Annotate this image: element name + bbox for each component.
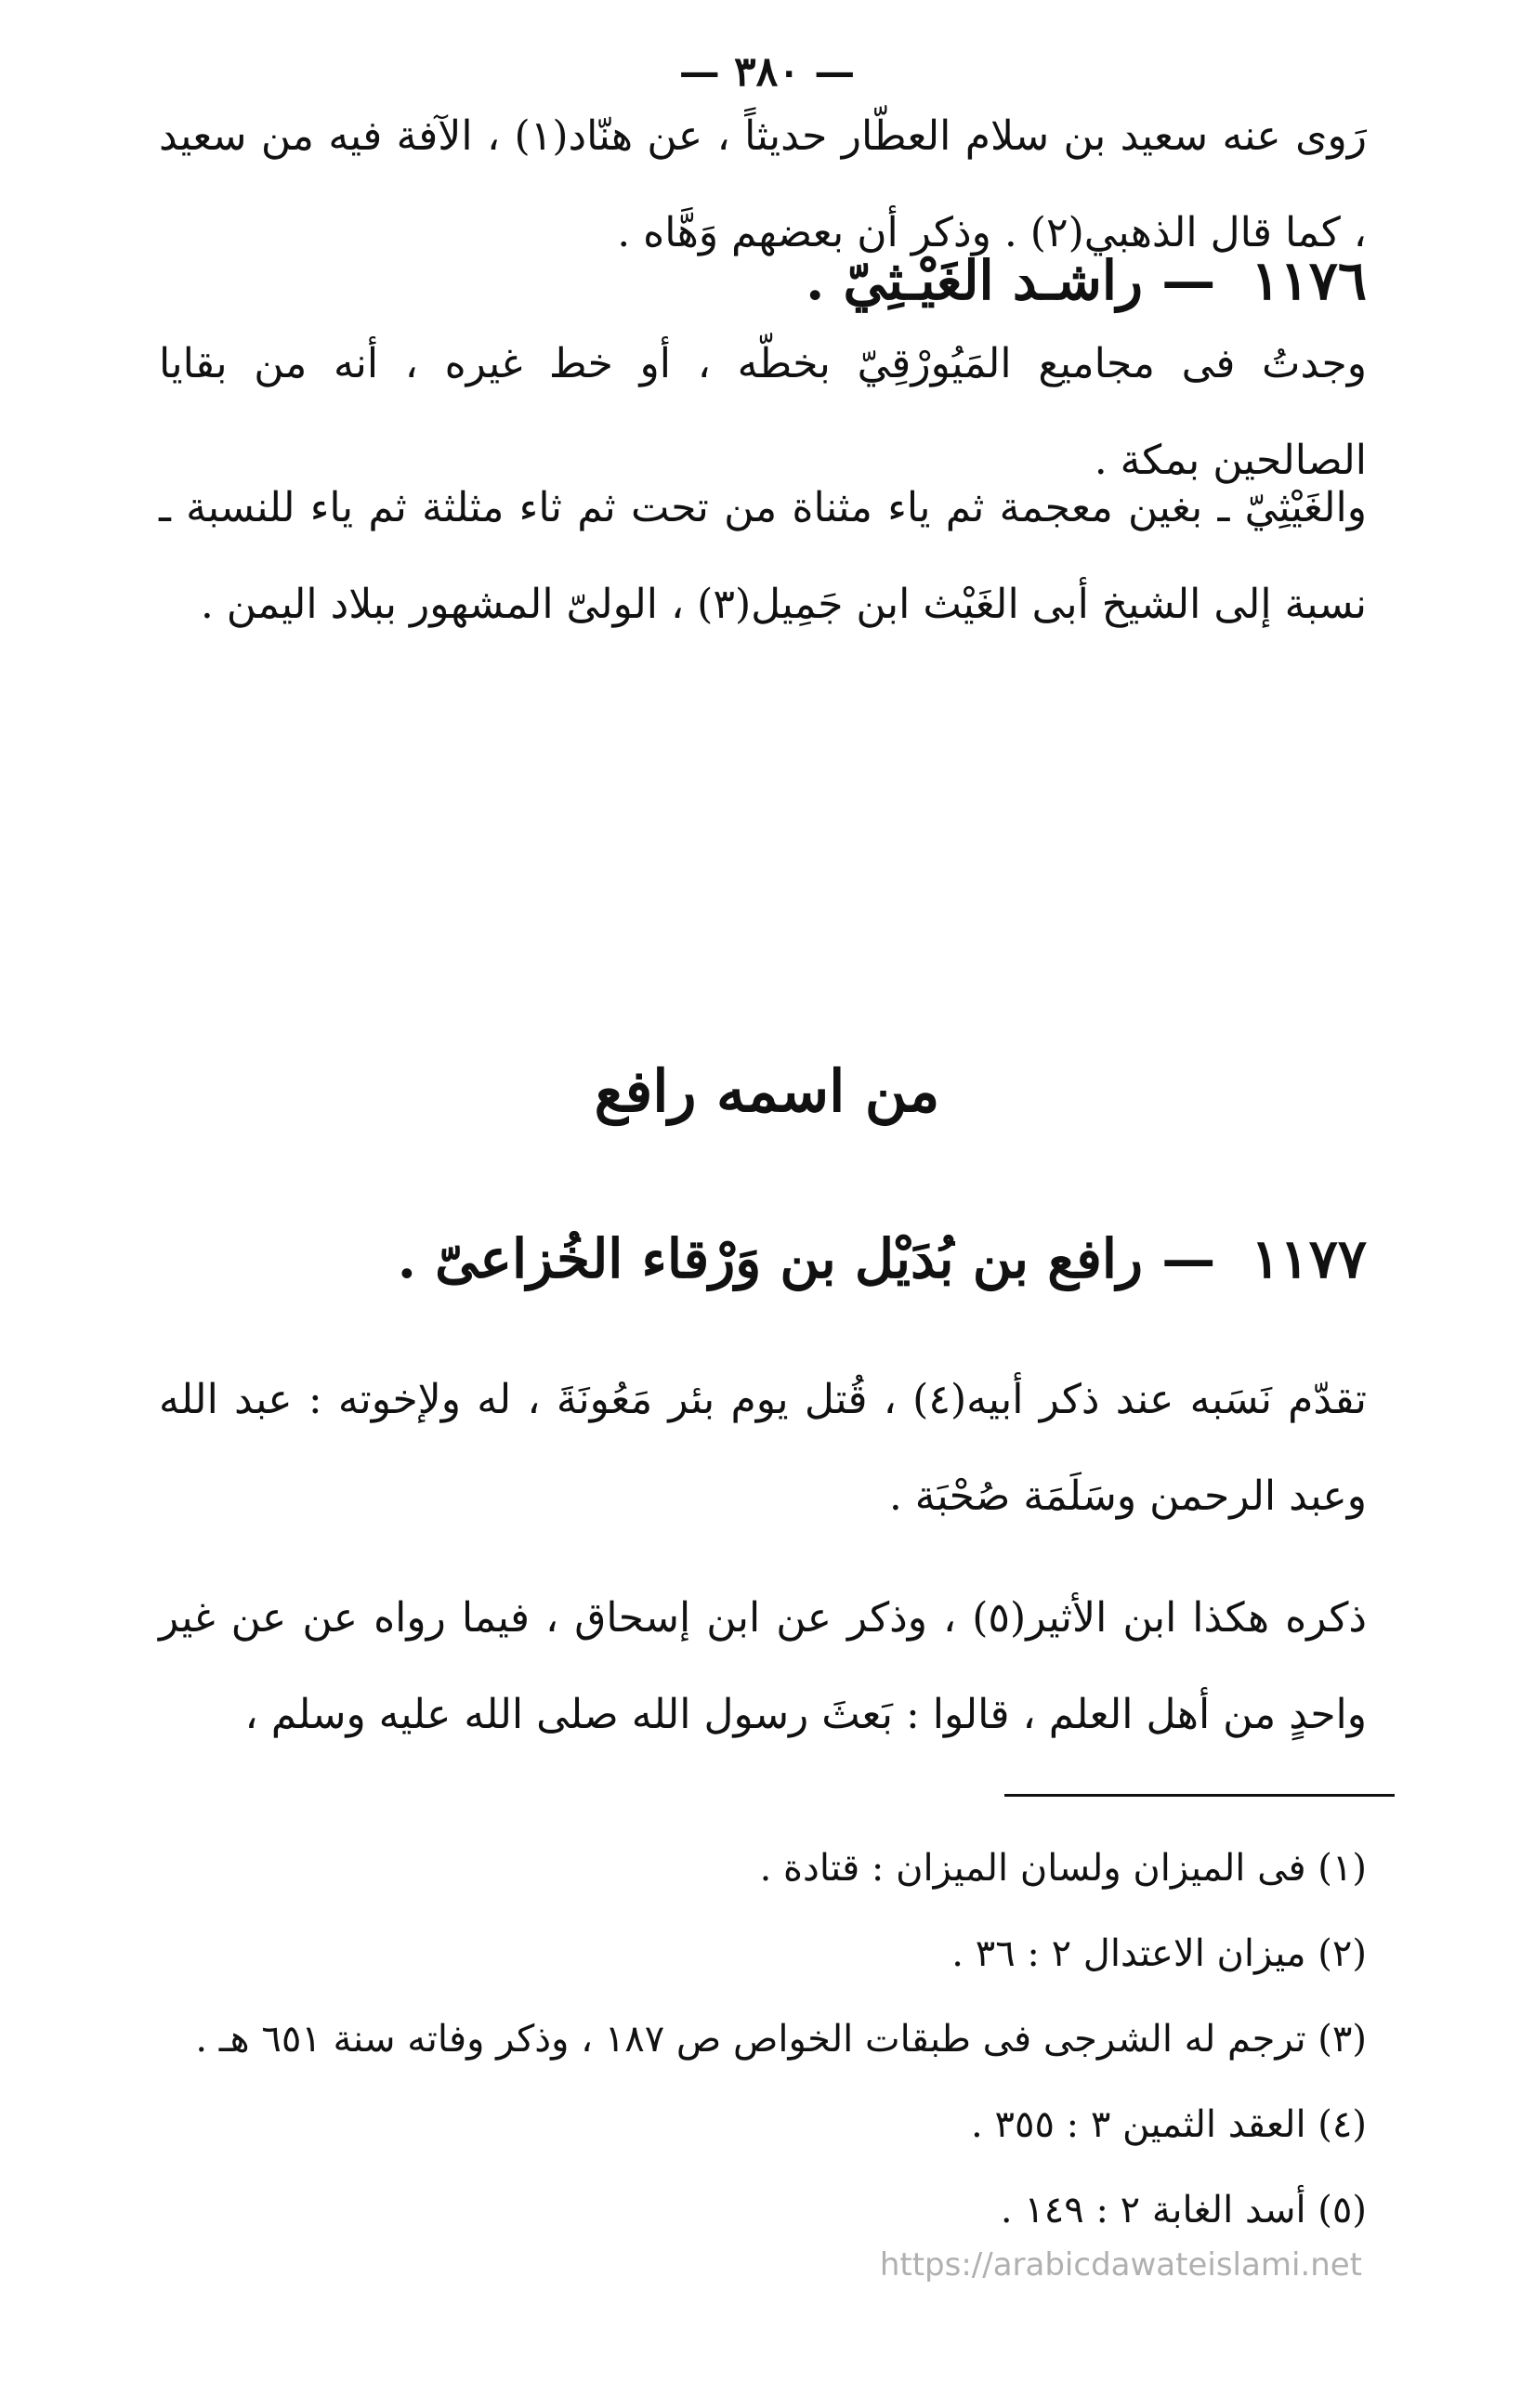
section-heading: من اسمه رافع [594, 1057, 940, 1125]
entry-heading-1176 [159, 243, 1367, 318]
entry-1177-paragraph-1: تقدّم نَسَبه عند ذكر أبيه(٤) ، قُتل يوم بئر مَعُونَةَ ، له ولإخوته : عبد الله وعبد الرحمن وسَلَمَة صُحْبَة . [159, 1376, 1367, 1520]
entry-1176-paragraph-2: والغَيْثِيّ ـ بغين معجمة ثم ياء مثناة من تحت ثم ثاء مثلثة ثم ياء للنسبة ـ نسبة إلى الشيخ أبى الغَيْث ابن جَمِيل(٣) ، الولىّ المشهور ببلاد اليمن . [159, 484, 1367, 628]
footnote-5: (٥) أسد الغابة ٢ : ١٤٩ . [1000, 2189, 1367, 2231]
footnote-3: (٣) ترجم له الشرجى فى طبقات الخواص ص ١٨٧ ، وذكر وفاته سنة ٦٥١ هـ . [195, 2018, 1367, 2061]
entry-number: ١١٧٦ [1251, 249, 1367, 312]
entry-number: ١١٧٧ [1251, 1227, 1367, 1290]
footnote-2: (٢) ميزان الاعتدال ٢ : ٣٦ . [951, 1932, 1367, 1975]
entry-1176-paragraph-1: وجدتُ فى مجاميع المَيُورْقِيّ بخطّه ، أو خط غيره ، أنه من بقايا الصالحين بمكة . [159, 340, 1367, 484]
entry-separator: — [1161, 1227, 1216, 1290]
entry-1177-paragraph-2: ذكره هكذا ابن الأثير(٥) ، وذكر عن ابن إسحاق ، فيما رواه عن عن غير واحدٍ من أهل العلم ، قالوا : بَعثَ رسول الله صلى الله عليه وسلم ، [159, 1594, 1367, 1738]
footnote-4: (٤) العقد الثمين ٣ : ٣٥٥ . [971, 2103, 1367, 2146]
entry-heading-1177 [159, 1222, 1367, 1296]
entry-separator: — [1161, 249, 1216, 312]
watermark-url: https://arabicdawateislami.net [879, 2246, 1362, 2284]
entry-name: راشـد الغَيْـثِيّ . [806, 249, 1143, 312]
entry-name: رافع بن بُدَيْل بن وَرْقاء الخُزاعىّ . [397, 1227, 1143, 1290]
footnote-1: (١) فى الميزان ولسان الميزان : قتادة . [759, 1847, 1367, 1890]
footnote-divider [1004, 1794, 1395, 1797]
footnotes [159, 1826, 1367, 2253]
intro-paragraph: رَوى عنه سعيد بن سلام العطّار حديثاً ، عن هنّاد(١) ، الآفة فيه من سعيد ، كما قال الذهبي(٢) . وذكر أن بعضهم وَهَّاه . [159, 112, 1368, 256]
page-number: — ٣٨٠ — [678, 48, 856, 96]
